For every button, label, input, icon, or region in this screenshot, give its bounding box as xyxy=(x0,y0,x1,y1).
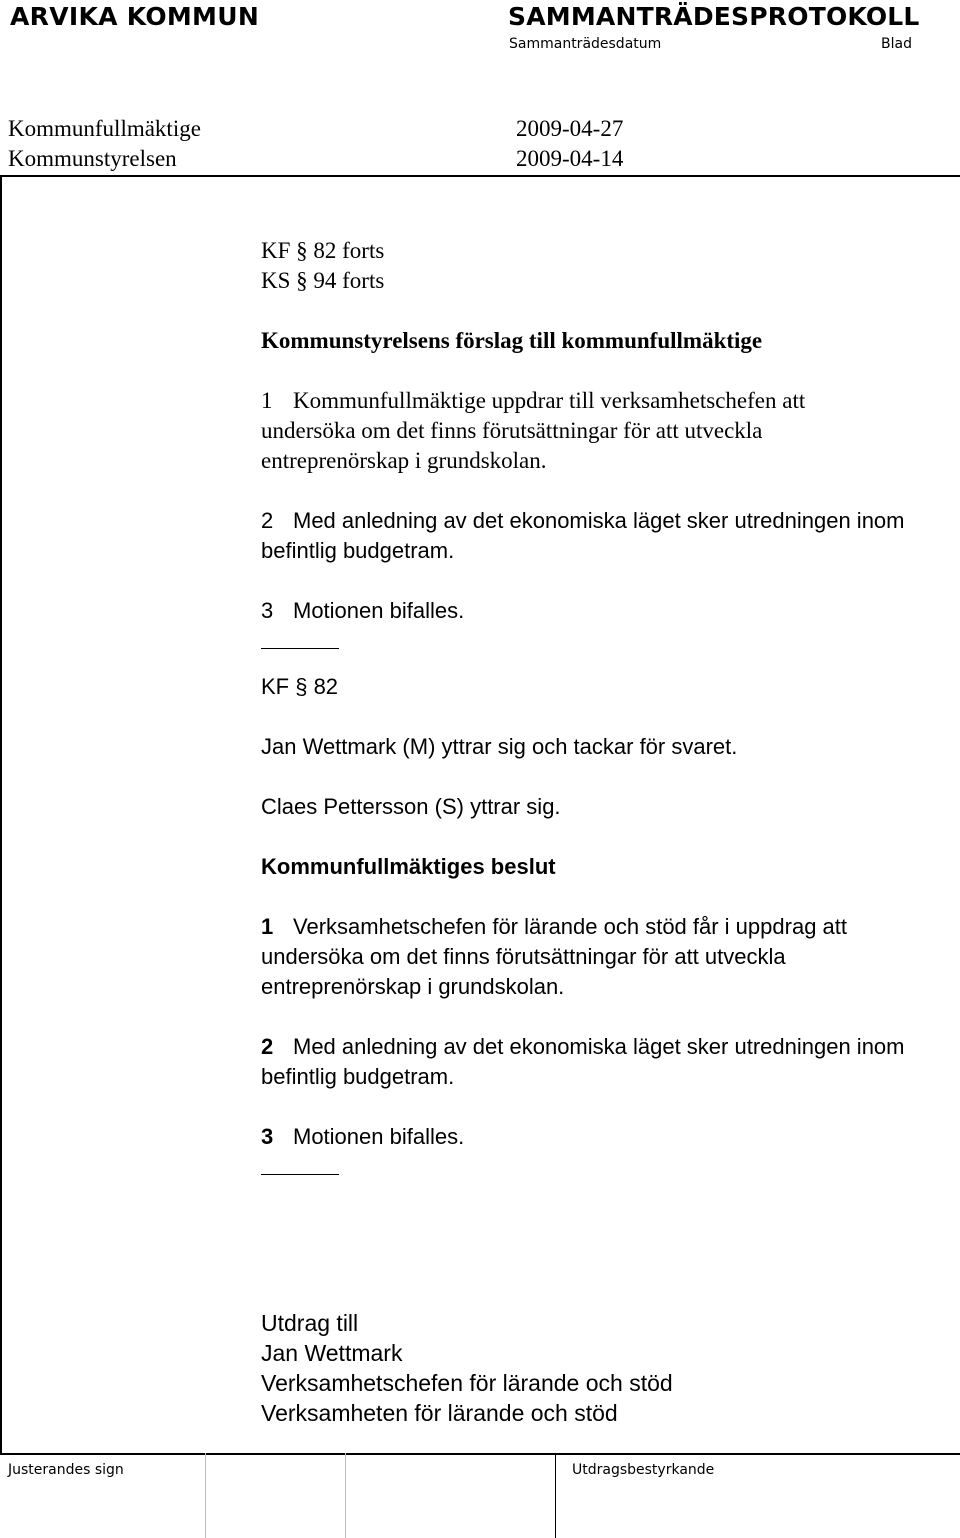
minutes-statement: Claes Pettersson (S) yttrar sig. xyxy=(261,794,561,819)
item-text-continued: entreprenörskap i grundskolan. xyxy=(261,448,547,473)
extract-list xyxy=(261,1308,673,1428)
organization-name: ARVIKA KOMMUN xyxy=(10,2,260,31)
section-separator xyxy=(261,1174,339,1175)
item-text: Med anledning av det ekonomiska läget sker utredningen inom xyxy=(293,508,905,533)
signature-label: Justerandes sign xyxy=(8,1462,124,1478)
document-title: SAMMANTRÄDESPROTOKOLL xyxy=(508,2,920,31)
meeting-date-label: Sammanträdesdatum xyxy=(509,36,662,52)
meeting-date: 2009-04-27 xyxy=(516,116,624,141)
certification-label: Utdragsbestyrkande xyxy=(572,1462,715,1478)
item-number: 1 xyxy=(261,914,274,939)
item-text: Med anledning av det ekonomiska läget sker utredningen inom xyxy=(293,1034,905,1059)
item-number: 3 xyxy=(261,598,274,623)
proposal-heading: Kommunstyrelsens förslag till kommunfullmäktige xyxy=(261,328,763,353)
item-text: Motionen bifalles. xyxy=(293,1124,465,1149)
section-reference: KS § 94 forts xyxy=(261,268,385,293)
decision-item xyxy=(261,912,951,942)
page-label: Blad xyxy=(881,36,912,52)
item-number: 3 xyxy=(261,1124,274,1149)
item-text-continued: befintlig budgetram. xyxy=(261,538,455,563)
extract-label: Utdrag till xyxy=(261,1310,359,1336)
section-reference: KF § 82 xyxy=(261,674,339,699)
item-text: Verksamhetschefen för lärande och stöd får i uppdrag att xyxy=(293,914,847,939)
decision-item xyxy=(261,1122,951,1152)
item-text-continued: befintlig budgetram. xyxy=(261,1064,455,1089)
footer-signature-box-divider xyxy=(205,1453,206,1538)
section-separator xyxy=(261,648,339,649)
meeting-body: Kommunstyrelsen xyxy=(8,146,177,171)
decision-heading: Kommunfullmäktiges beslut xyxy=(261,854,556,879)
item-number: 2 xyxy=(261,1034,274,1059)
proposal-item xyxy=(261,596,951,626)
minutes-statement: Jan Wettmark (M) yttrar sig och tackar för svaret. xyxy=(261,734,738,759)
footer-signature-box-divider xyxy=(345,1453,346,1538)
frame-top-rule xyxy=(0,175,960,177)
proposal-item xyxy=(261,506,951,536)
item-text-continued: undersöka om det finns förutsättningar för att utveckla xyxy=(261,418,763,443)
extract-recipient: Verksamhetschefen för lärande och stöd xyxy=(261,1370,673,1396)
item-text-continued: undersöka om det finns förutsättningar för att utveckla xyxy=(261,944,786,969)
meeting-date: 2009-04-14 xyxy=(516,146,624,171)
item-number: 2 xyxy=(261,508,274,533)
extract-recipient: Verksamheten för lärande och stöd xyxy=(261,1400,618,1426)
item-text: Motionen bifalles. xyxy=(293,598,465,623)
item-text-continued: entreprenörskap i grundskolan. xyxy=(261,974,565,999)
section-reference: KF § 82 forts xyxy=(261,238,385,263)
item-text: Kommunfullmäktige uppdrar till verksamhetschefen att xyxy=(293,388,806,413)
decision-item xyxy=(261,1032,951,1062)
meeting-body: Kommunfullmäktige xyxy=(8,116,201,141)
document-body xyxy=(261,236,951,1198)
extract-recipient: Jan Wettmark xyxy=(261,1340,403,1366)
frame-left-rule xyxy=(0,175,2,1455)
footer-divider xyxy=(555,1453,556,1538)
proposal-item xyxy=(261,386,951,416)
item-number: 1 xyxy=(261,388,273,413)
frame-bottom-rule xyxy=(0,1453,960,1455)
